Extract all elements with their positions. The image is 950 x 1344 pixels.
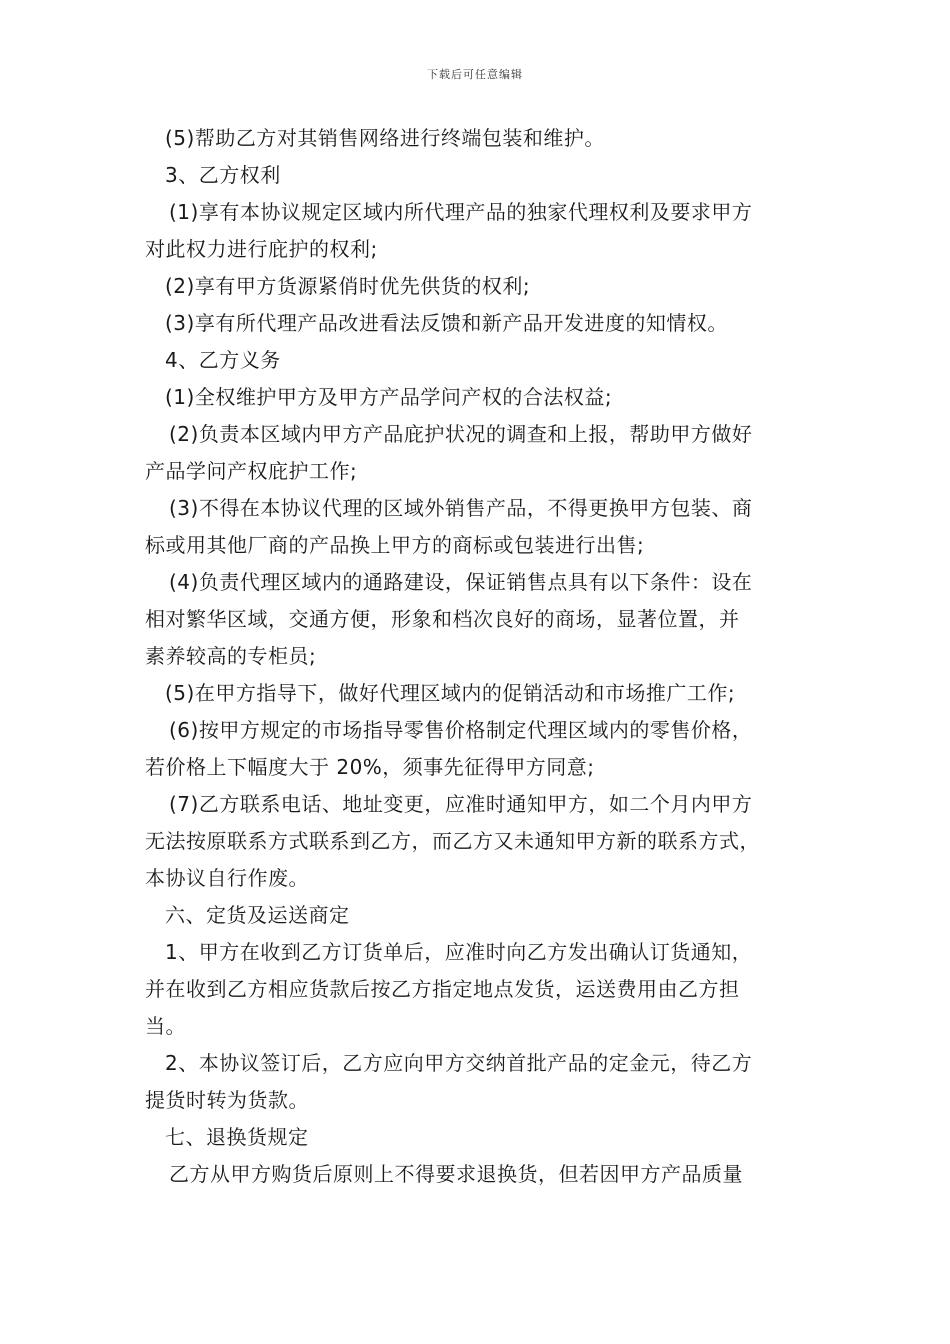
text-line: (5)在甲方指导下，做好代理区域内的促销活动和市场推广工作; <box>165 681 736 705</box>
text-line: 乙方从甲方购货后原则上不得要求退换货，但若因甲方产品质量 <box>169 1162 743 1186</box>
text-line: (1)全权维护甲方及甲方产品学问产权的合法权益; <box>165 385 613 409</box>
text-line: (6)按甲方规定的市场指导零售价格制定代理区域内的零售价格， <box>169 718 753 742</box>
text-line: 提货时转为货款。 <box>145 1088 309 1112</box>
text-line: 相对繁华区域，交通方便，形象和档次良好的商场，显著位置，并 <box>145 607 740 631</box>
text-line: 对此权力进行庇护的权利; <box>145 237 378 261</box>
text-line: 当。 <box>145 1014 186 1038</box>
text-line: 标或用其他厂商的产品换上甲方的商标或包装进行出售; <box>145 533 645 557</box>
text-line: 七、退换货规定 <box>165 1125 309 1149</box>
text-line: (2)负责本区域内甲方产品庇护状况的调查和上报，帮助甲方做好 <box>169 422 753 446</box>
text-line: 无法按原联系方式联系到乙方，而乙方又未通知甲方新的联系方式， <box>145 829 760 853</box>
text-line: 产品学问产权庇护工作; <box>145 459 358 483</box>
text-line: (3)不得在本协议代理的区域外销售产品，不得更换甲方包装、商 <box>169 496 753 520</box>
text-line: (5)帮助乙方对其销售网络进行终端包装和维护。 <box>165 126 605 150</box>
text-line: 六、定货及运送商定 <box>165 903 350 927</box>
text-line: (2)享有甲方货源紧俏时优先供货的权利; <box>165 274 531 298</box>
text-line: 并在收到乙方相应货款后按乙方指定地点发货，运送费用由乙方担 <box>145 977 740 1001</box>
document-body <box>145 120 815 1193</box>
text-line: 1、甲方在收到乙方订货单后，应准时向乙方发出确认订货通知， <box>165 940 753 964</box>
text-line: (7)乙方联系电话、地址变更，应准时通知甲方，如二个月内甲方 <box>169 792 753 816</box>
text-line: 本协议自行作废。 <box>145 866 309 890</box>
text-line: (1)享有本协议规定区域内所代理产品的独家代理权利及要求甲方 <box>169 200 753 224</box>
text-line: 若价格上下幅度大于 20%，须事先征得甲方同意; <box>145 755 595 779</box>
text-line: 3、乙方权利 <box>165 163 281 187</box>
text-line: 2、本协议签订后，乙方应向甲方交纳首批产品的定金元，待乙方 <box>165 1051 753 1075</box>
text-line: (4)负责代理区域内的通路建设，保证销售点具有以下条件：设在 <box>169 570 753 594</box>
text-line: 4、乙方义务 <box>165 348 281 372</box>
text-line: 素养较高的专柜员; <box>145 644 317 668</box>
text-line: (3)享有所代理产品改进看法反馈和新产品开发进度的知情权。 <box>165 311 728 335</box>
page-header: 下载后可任意编辑 <box>427 68 523 81</box>
